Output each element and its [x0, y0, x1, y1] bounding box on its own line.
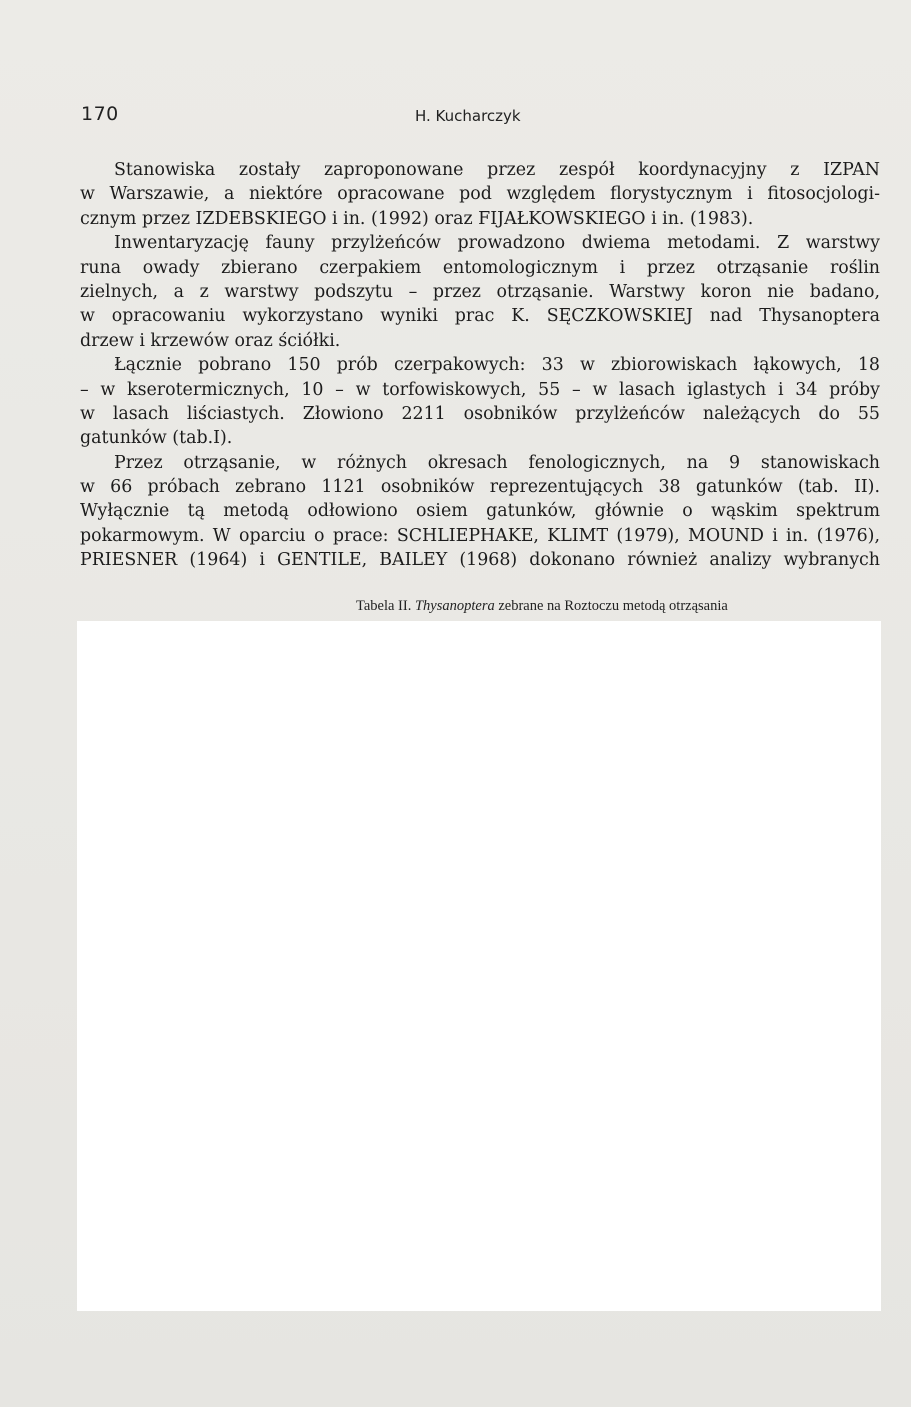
text-line: Inwentaryzację fauny przylżeńców prowadzono dwiema metodami. Z warstwy: [114, 233, 880, 254]
text-line: Łącznie pobrano 150 prób czerpakowych: 33 w zbiorowiskach łąkowych, 18: [114, 355, 880, 376]
text-line: – w kserotermicznych, 10 – w torfowiskowych, 55 – w lasach iglastych i 34 próby: [80, 379, 880, 400]
table-caption: [356, 598, 728, 615]
text-line: w opracowaniu wykorzystano wyniki prac K. SĘCZKOWSKIEJ nad Thysanoptera: [80, 306, 880, 327]
text-line: drzew i krzewów oraz ściółki.: [80, 330, 341, 351]
table-placeholder-area: [77, 621, 881, 1311]
text-line: w lasach liściastych. Złowiono 2211 osobników przylżeńców należących do 55: [80, 403, 880, 424]
table-caption-taxon: Thysanoptera: [414, 598, 495, 614]
page-header: [81, 103, 881, 129]
text-line: gatunków (tab.I).: [80, 428, 233, 449]
text-line: runa owady zbierano czerpakiem entomologicznym i przez otrząsanie roślin: [80, 257, 880, 278]
text-line: Wyłącznie tą metodą odłowiono osiem gatunków, głównie o wąskim spektrum: [80, 501, 880, 522]
text-line: PRIESNER (1964) i GENTILE, BAILEY (1968) dokonano również analizy wybranych: [80, 550, 880, 571]
text-line: w Warszawie, a niektóre opracowane pod względem florystycznym i fitosocjologi-: [80, 184, 880, 205]
table-caption-label: Tabela II.: [356, 598, 412, 614]
text-line: cznym przez IZDEBSKIEGO i in. (1992) oraz FIJAŁKOWSKIEGO i in. (1983).: [80, 208, 754, 229]
text-line: Przez otrząsanie, w różnych okresach fenologicznych, na 9 stanowiskach: [114, 452, 880, 473]
page-number: 170: [81, 103, 119, 125]
running-head-author: H. Kucharczyk: [415, 107, 521, 125]
text-line: zielnych, a z warstwy podszytu – przez otrząsanie. Warstwy koron nie badano,: [80, 281, 880, 302]
text-line: pokarmowym. W oparciu o prace: SCHLIEPHAKE, KLIMT (1979), MOUND i in. (1976),: [80, 525, 880, 546]
text-line: Stanowiska zostały zaproponowane przez zespół koordynacyjny z IZPAN: [114, 160, 880, 180]
body-text: [80, 158, 880, 573]
text-line: w 66 próbach zebrano 1121 osobników reprezentujących 38 gatunków (tab. II).: [80, 477, 880, 498]
table-caption-text: zebrane na Roztoczu metodą otrząsania: [498, 598, 728, 614]
